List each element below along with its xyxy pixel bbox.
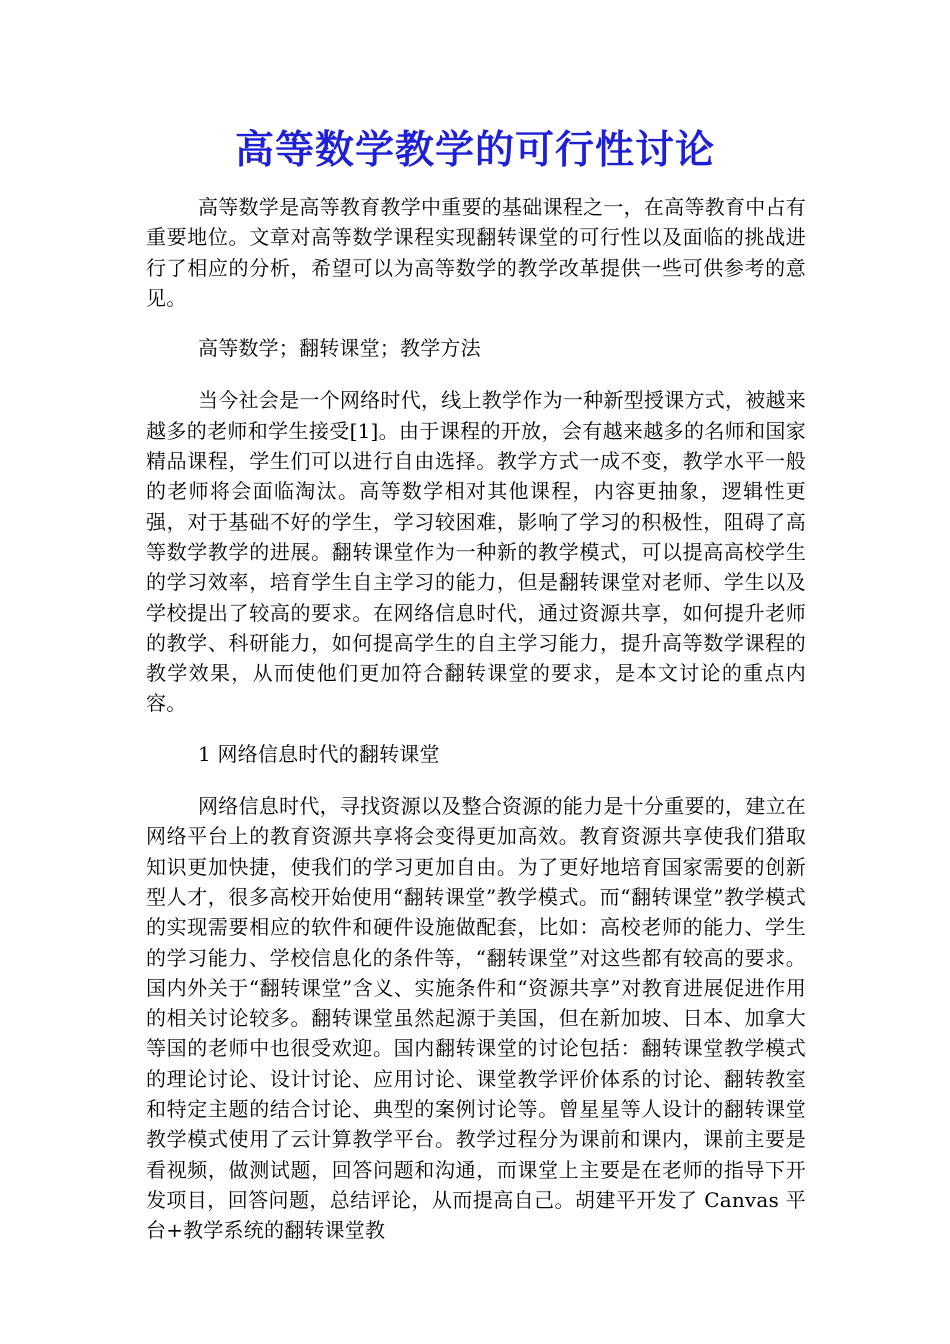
keywords-paragraph: 高等数学；翻转课堂；教学方法 — [198, 336, 481, 361]
section-body-paragraph: 网络信息时代，寻找资源以及整合资源的能力是十分重要的，建立在网络平台上的教育资源共享将会变得更加高效。教育资源共享使我们猎取知识更加快捷，使我们的学习更加自由。为了更好地培育国家需要的创新型人才，很多高校开始使用“翻转课堂”教学模式。而“翻转课堂”教学模式的实现需要相应的软件和硬件设施做配套，比如：高校老师的能力、学生的学习能力、学校信息化的条件等，“翻转课堂”对这些都有较高的要求。国内外关于“翻转课堂”含义、实施条件和“资源共享”对教育进展促进作用的相关讨论较多。翻转课堂虽然起源于美国，但在新加坡、日本、加拿大等国的老师中也很受欢迎。国内翻转课堂的讨论包括：翻转课堂教学模式的理论讨论、设计讨论、应用讨论、课堂教学评价体系的讨论、翻转教室和特定主题的结合讨论、典型的案例讨论等。曾星星等人设计的翻转课堂教学模式使用了云计算教学平台。教学过程分为课前和课内，课前主要是看视频，做测试题，回答问题和沟通，而课堂上主要是在老师的指导下开发项目，回答问题，总结评论，从而提高自己。胡建平开发了 Canvas 平台+教学系统的翻转课堂教 — [146, 794, 806, 1243]
intro-paragraph: 当今社会是一个网络时代，线上教学作为一种新型授课方式，被越来越多的老师和学生接受[1]。由于课程的开放，会有越来越多的名师和国家精品课程，学生们可以进行自由选择。教学方式一成不变，教学水平一般的老师将会面临淘汰。高等数学相对其他课程，内容更抽象，逻辑性更强，对于基础不好的学生，学习较困难，影响了学习的积极性，阻碍了高等数学教学的进展。翻转课堂作为一种新的教学模式，可以提高高校学生的学习效率，培育学生自主学习的能力，但是翻转课堂对老师、学生以及学校提出了较高的要求。在网络信息时代，通过资源共享，如何提升老师的教学、科研能力，如何提高学生的自主学习能力，提升高等数学课程的教学效果，从而使他们更加符合翻转课堂的要求，是本文讨论的重点内容。 — [146, 388, 806, 716]
document-body — [146, 192, 806, 1266]
abstract-paragraph: 高等数学是高等教育教学中重要的基础课程之一，在高等教育中占有重要地位。文章对高等数学课程实现翻转课堂的可行性以及面临的挑战进行了相应的分析，希望可以为高等数学的教学改革提供一些可供参考的意见。 — [146, 195, 806, 310]
document-title: 高等数学教学的可行性讨论 — [234, 127, 715, 173]
section-heading: 1 网络信息时代的翻转课堂 — [198, 741, 440, 766]
